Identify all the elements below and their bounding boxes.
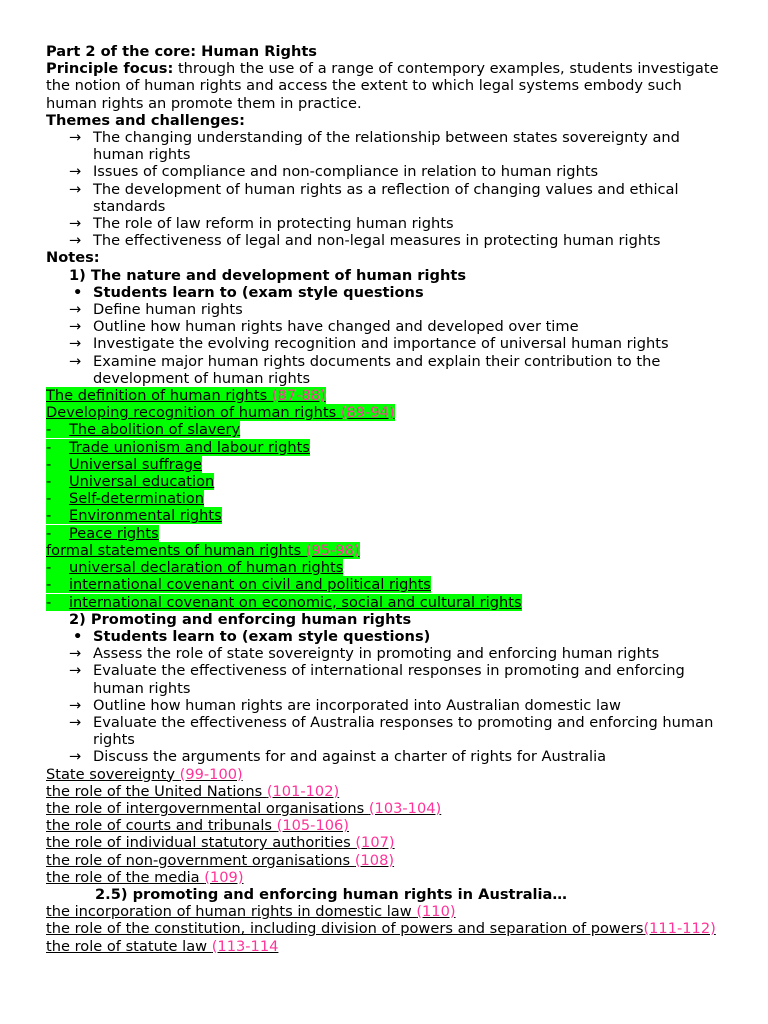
section2-item: → Evaluate the effectiveness of international responses in promoting and enforcing human rights <box>69 662 685 697</box>
recognition-subitem[interactable]: - Universal suffrage <box>46 455 202 473</box>
formal-subitem[interactable]: - international covenant on economic, social and cultural rights <box>46 593 522 611</box>
constitution-link[interactable]: the role of the constitution, including division of powers and separation of powers(111-112) <box>46 920 716 938</box>
theme-item: → The changing understanding of the relationship between states sovereignty and human rights <box>69 129 680 164</box>
section1-item: → Outline how human rights have changed and developed over time <box>69 318 579 336</box>
section1-heading: 1) The nature and development of human rights <box>69 266 467 284</box>
dash-icon: - <box>46 576 52 594</box>
section1-item: → Investigate the evolving recognition and importance of universal human rights <box>69 335 669 353</box>
recognition-subitem[interactable]: - Trade unionism and labour rights <box>46 438 310 456</box>
theme-item: → Issues of compliance and non-compliance in relation to human rights <box>69 163 599 181</box>
recognition-subitem[interactable]: - Universal education <box>46 473 215 491</box>
recognition-link[interactable]: Developing recognition of human rights (89-94) <box>46 404 395 422</box>
arrow-icon: → <box>69 301 82 319</box>
arrow-icon: → <box>69 352 82 370</box>
formal-statements-link[interactable]: formal statements of human rights (95-98) <box>46 541 360 559</box>
dash-icon: - <box>46 438 52 456</box>
courts-tribunals-link[interactable]: the role of courts and tribunals (105-106) <box>46 817 349 835</box>
dash-icon: - <box>46 593 52 611</box>
dash-icon: - <box>46 421 52 439</box>
theme-item: → The effectiveness of legal and non-legal measures in protecting human rights <box>69 232 661 250</box>
arrow-icon: → <box>69 180 82 198</box>
bullet-icon: • <box>73 627 83 645</box>
section2-item: → Evaluate the effectiveness of Australia responses to promoting and enforcing human rights <box>69 713 714 749</box>
state-sovereignty-link[interactable]: State sovereignty (99-100) <box>46 765 243 783</box>
principle-focus-label: Principle focus: <box>46 60 174 78</box>
themes-heading: Themes and challenges: <box>46 111 245 129</box>
section2-item: → Discuss the arguments for and against a charter of rights for Australia <box>69 748 607 766</box>
document-title: Part 2 of the core: Human Rights <box>46 43 317 60</box>
formal-subitem[interactable]: - universal declaration of human rights <box>46 559 344 577</box>
ngo-link[interactable]: the role of non-government organisations (108) <box>46 851 395 869</box>
theme-item: → The role of law reform in protecting human rights <box>69 215 454 233</box>
themes-list <box>46 129 726 249</box>
principle-focus <box>46 60 726 112</box>
united-nations-link[interactable]: the role of the United Nations (101-102) <box>46 782 340 800</box>
definition-link[interactable]: The definition of human rights (87-88) <box>46 387 326 405</box>
dash-icon: - <box>46 559 52 577</box>
dash-icon: - <box>46 455 52 473</box>
statute-law-link[interactable]: the role of statute law (113-114 <box>46 937 279 955</box>
section1-item: → Define human rights <box>69 301 243 319</box>
dash-icon: - <box>46 473 52 491</box>
dash-icon: - <box>46 524 52 542</box>
section2-item: → Assess the role of state sovereignty in promoting and enforcing human rights <box>69 645 660 663</box>
section2-item: → Outline how human rights are incorporated into Australian domestic law <box>69 696 621 714</box>
section2-students: • Students learn to (exam style questions) <box>73 627 431 645</box>
theme-item: → The development of human rights as a reflection of changing values and ethical standards <box>69 180 679 215</box>
arrow-icon: → <box>69 748 82 766</box>
recognition-subitem[interactable]: - Self-determination <box>46 490 205 508</box>
section2-heading: 2) Promoting and enforcing human rights <box>69 610 412 628</box>
dash-icon: - <box>46 507 52 525</box>
section25-heading: 2.5) promoting and enforcing human rights in Australia… <box>95 885 567 903</box>
arrow-icon: → <box>69 129 82 147</box>
recognition-subitem[interactable]: - The abolition of slavery <box>46 421 241 439</box>
arrow-icon: → <box>69 662 82 680</box>
formal-subitem[interactable]: - international covenant on civil and political rights <box>46 576 431 594</box>
document-page <box>46 43 726 955</box>
section1-students: • Students learn to (exam style questions <box>73 283 424 301</box>
notes-heading: Notes: <box>46 249 100 267</box>
arrow-icon: → <box>69 645 82 663</box>
arrow-icon: → <box>69 163 82 181</box>
arrow-icon: → <box>69 318 82 336</box>
bullet-icon: • <box>73 283 83 301</box>
intergovernmental-link[interactable]: the role of intergovernmental organisations (103-104) <box>46 799 442 817</box>
principle-focus-text: through the use of a range of contempory examples, students investigate the notion of human rights and access the extent to which legal systems embody such human rights an promote them in practice. <box>46 60 719 112</box>
arrow-icon: → <box>69 232 82 250</box>
arrow-icon: → <box>69 696 82 714</box>
section1-item: → Examine major human rights documents and explain their contribution to the development of human rights <box>69 352 661 387</box>
domestic-law-link[interactable]: the incorporation of human rights in domestic law (110) <box>46 903 456 921</box>
dash-icon: - <box>46 490 52 508</box>
arrow-icon: → <box>69 215 82 233</box>
media-link[interactable]: the role of the media (109) <box>46 868 244 886</box>
recognition-subitem[interactable]: - Peace rights <box>46 524 159 542</box>
statutory-authorities-link[interactable]: the role of individual statutory authorities (107) <box>46 834 395 852</box>
arrow-icon: → <box>69 713 82 731</box>
arrow-icon: → <box>69 335 82 353</box>
recognition-subitem[interactable]: - Environmental rights <box>46 507 222 525</box>
